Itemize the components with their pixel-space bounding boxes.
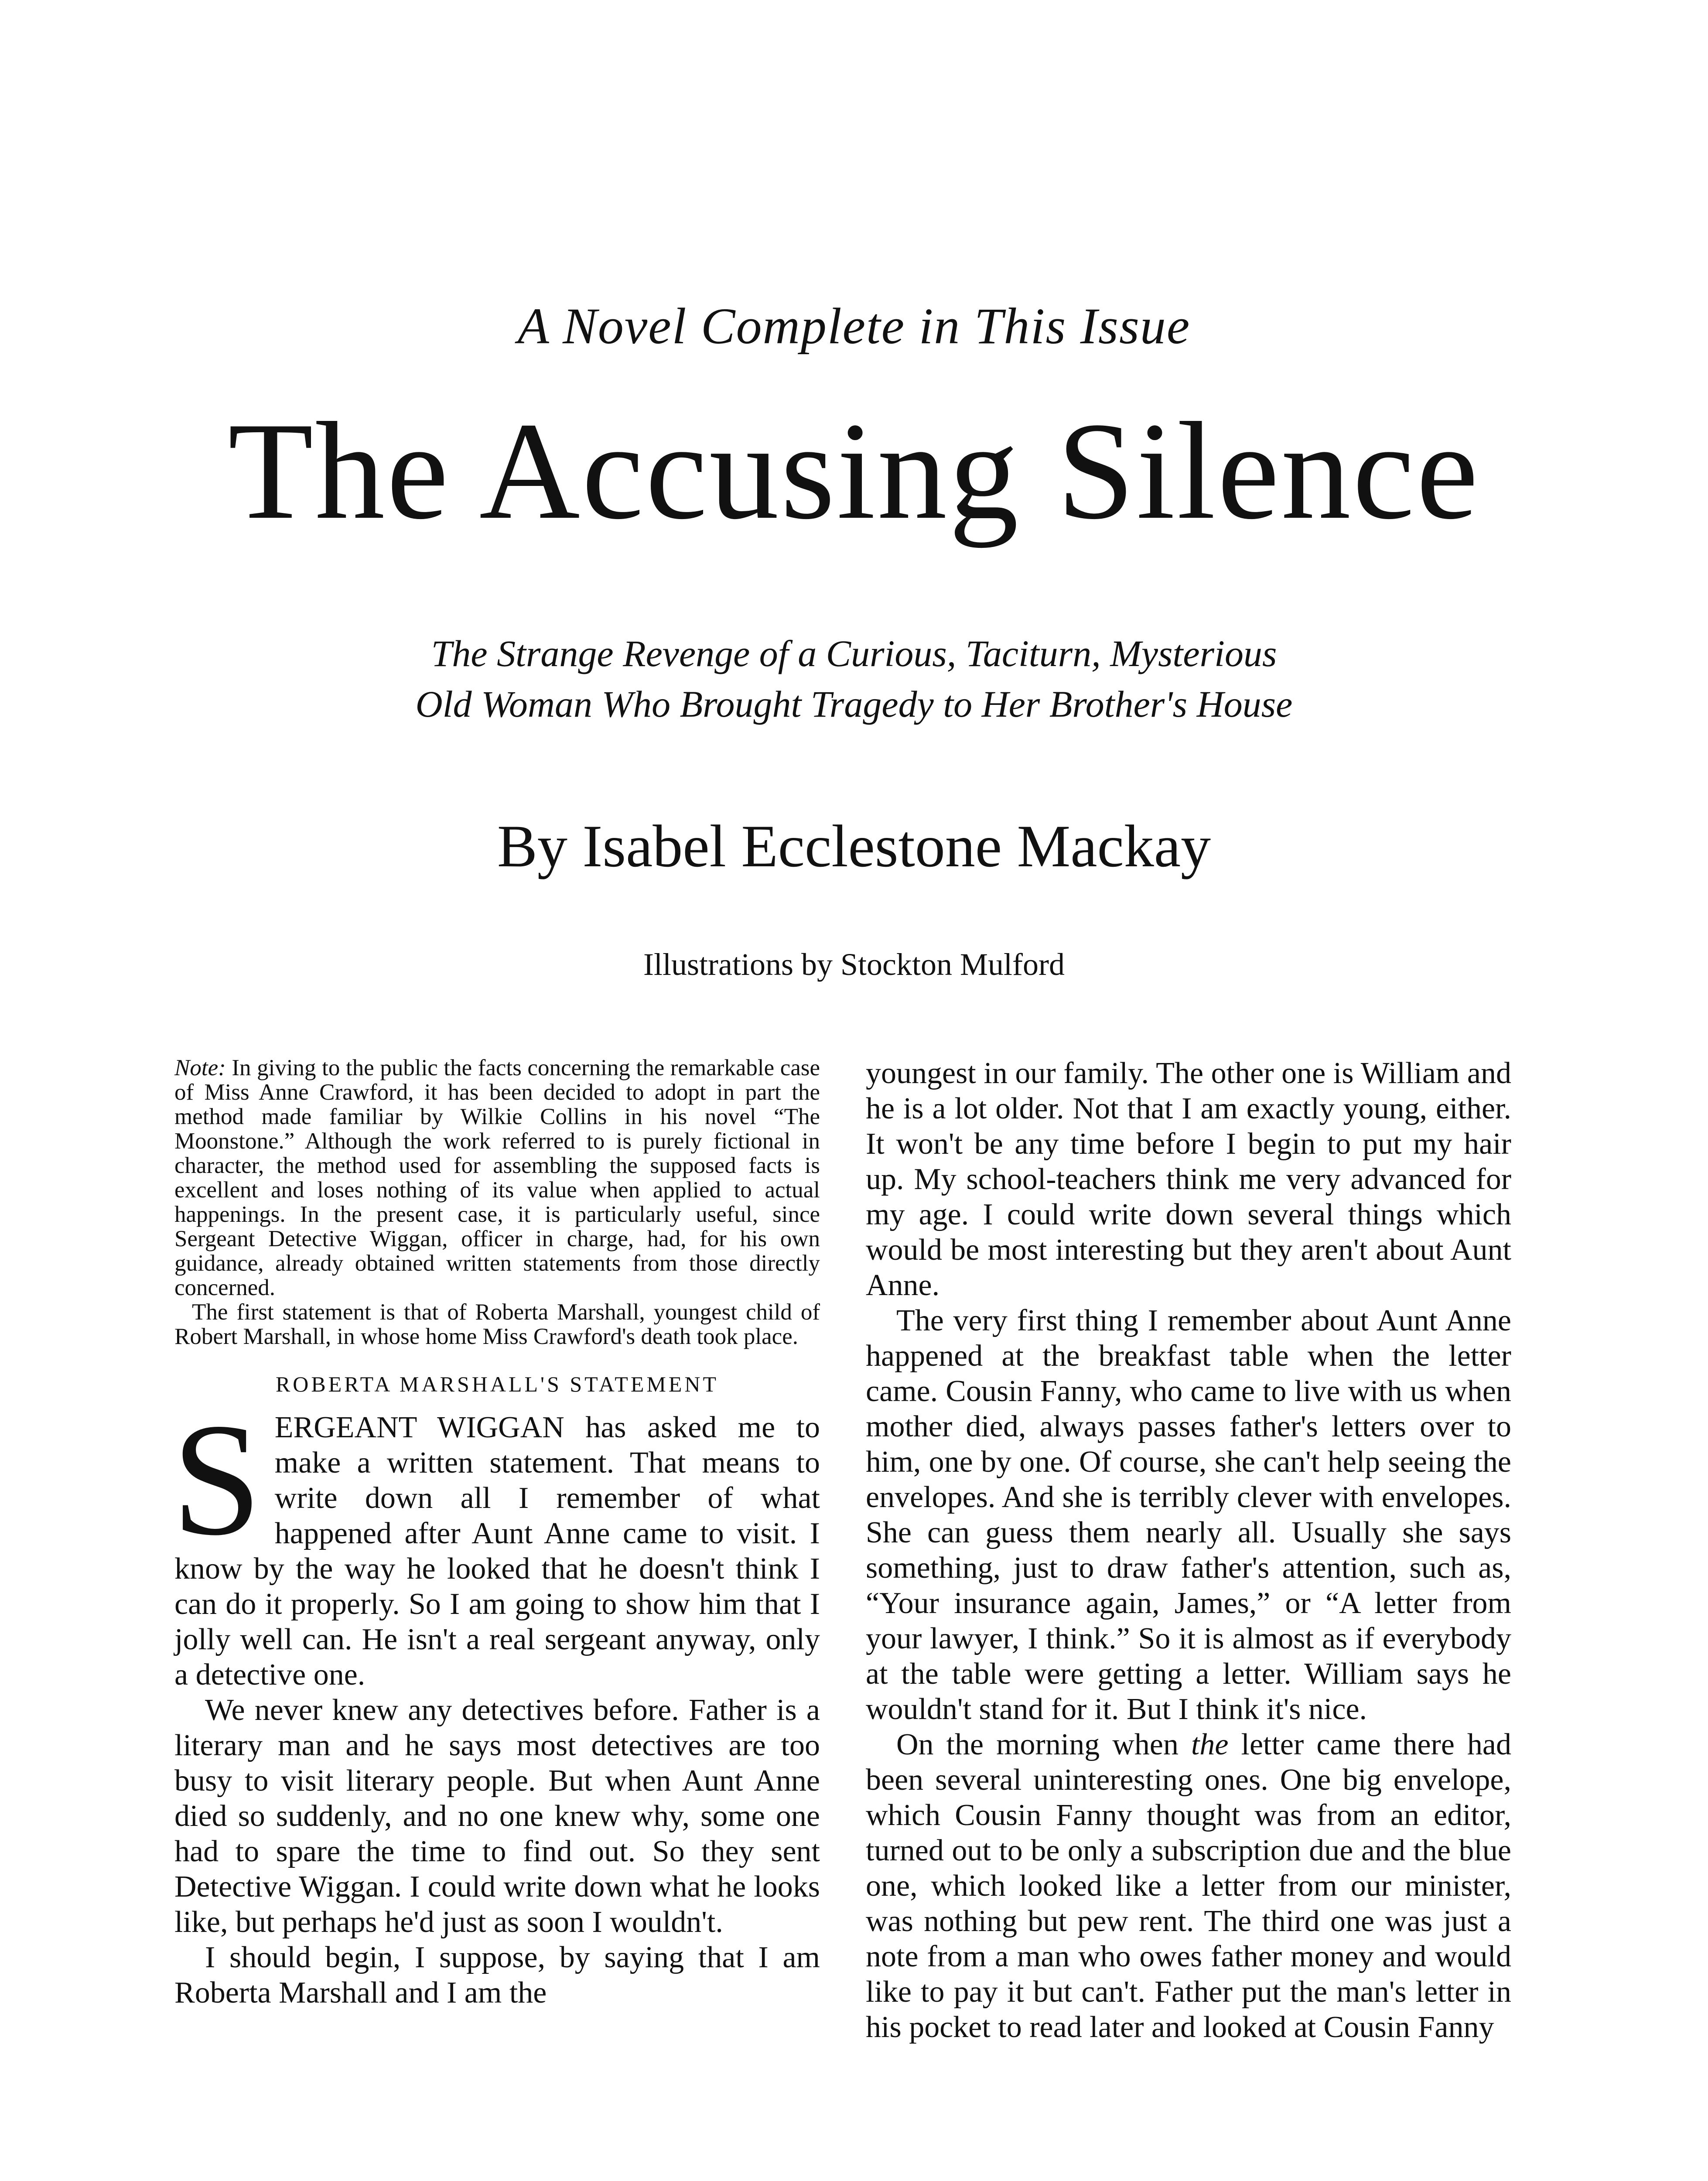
paragraph-2: We never knew any detectives before. Father is a literary man and he says most detectives are too busy to visit literary people. But when Aunt Anne died so suddenly, and no one knew why, some one had to spare the time to find out. So they sent Detective Wiggan. I could write down what he looks like, but perhaps he'd just as soon I wouldn't.	[174, 1693, 820, 1939]
drop-cap: S	[172, 1390, 262, 1569]
paragraph-1	[172, 1390, 820, 1692]
note-label: Note:	[174, 1055, 226, 1080]
author-byline: By Isabel Ecclestone Mackay	[497, 813, 1211, 879]
note-text: In giving to the public the facts concerning the remarkable case of Miss Anne Crawford, it has been decided to adopt in part the method made familiar by Wilkie Collins in his novel “The Moonstone.” Although the work referred to is purely fictional in character, the method used for assembling the supposed facts is excellent and loses nothing of its value when applied to actual happenings. In the present case, it is particularly useful, since Sergeant Detective Wiggan, officer in charge, had, for his own guidance, already obtained written statements from those directly concerned.	[174, 1055, 820, 1300]
section-heading: ROBERTA MARSHALL'S STATEMENT	[275, 1372, 719, 1396]
paragraph-3: I should begin, I suppose, by saying that I am Roberta Marshall and I am the	[174, 1941, 820, 2010]
article-title: The Accusing Silence	[228, 394, 1480, 548]
illustrator-credit: Illustrations by Stockton Mulford	[643, 947, 1065, 982]
paragraph-6	[866, 1727, 1511, 2045]
paragraph-6-rest: letter came there had been several uninteresting ones. One big envelope, which Cousin Fanny thought was from an editor, turned out to be only a subscription due and the blue one, which looked like a letter from our minister, was nothing but pew rent. The third one was just a note from a man who owes father money and would like to pay it but can't. Father put the man's letter in his pocket to read later and looked at Cousin Fanny	[866, 1728, 1511, 2044]
subtitle-line-1: The Strange Revenge of a Curious, Taciturn, Mysterious	[431, 632, 1277, 674]
right-column	[866, 1056, 1511, 2045]
note-second-paragraph: The first statement is that of Roberta Marshall, youngest child of Robert Marshall, in whose home Miss Crawford's death took place.	[174, 1299, 820, 1349]
article-subtitle	[0, 628, 1708, 729]
editor-note	[174, 1056, 820, 1300]
left-column	[174, 1056, 820, 2010]
paragraph-5: The very first thing I remember about Aunt Anne happened at the breakfast table when the letter came. Cousin Fanny, who came to live with us when mother died, always passes father's letters over to him, one by one. Of course, she can't help seeing the envelopes. And she is terribly clever with envelopes. She can guess them nearly all. Usually she says something, just to draw father's attention, such as, “Your insurance again, James,” or “A letter from your lawyer, I think.” So it is almost as if everybody at the table were getting a letter. William says he wouldn't stand for it. But I think it's nice.	[866, 1304, 1511, 1726]
kicker-line: A Novel Complete in This Issue	[517, 297, 1191, 355]
paragraph-6-emphasis: the	[1191, 1728, 1229, 1761]
paragraph-6-start: On the morning when	[896, 1728, 1191, 1761]
paragraph-4: youngest in our family. The other one is William and he is a lot older. Not that I am exactly young, either. It won't be any time before I begin to put my hair up. My school-teachers think me very advanced for my age. I could write down several things which would be most interesting but they aren't about Aunt Anne.	[866, 1056, 1511, 1302]
subtitle-line-2: Old Woman Who Brought Tragedy to Her Brother's House	[415, 683, 1293, 725]
paragraph-1-text: ERGEANT WIGGAN has asked me to make a written statement. That means to write down all I remember of what happened after Aunt Anne came to visit. I know by the way he looked that he doesn't think I can do it properly. So I am going to show him that I jolly well can. He isn't a real sergeant anyway, only a detective one.	[174, 1411, 820, 1692]
